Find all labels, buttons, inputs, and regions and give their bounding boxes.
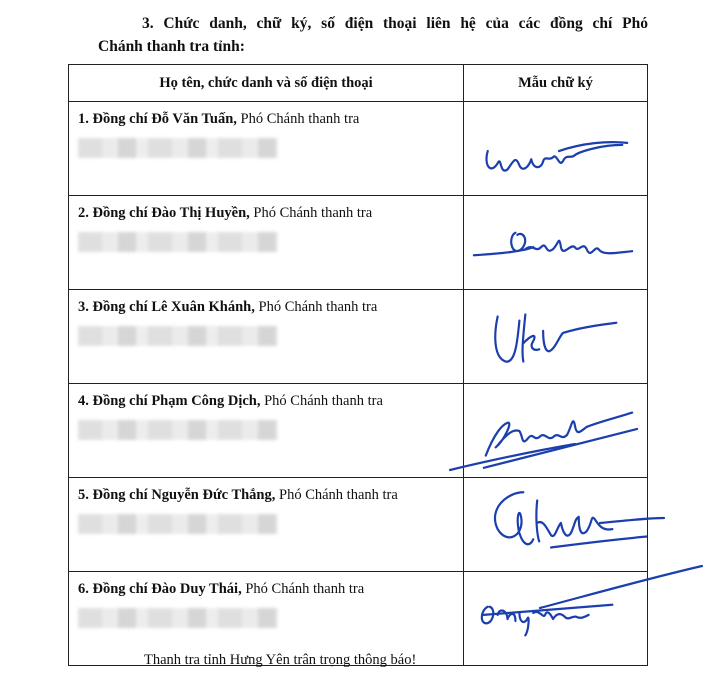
table-row [69,478,648,572]
person-name: 2. Đồng chí Đào Thị Huyền, [78,205,250,221]
redacted-phone [78,420,278,440]
name-line [70,385,462,410]
person-title: Phó Chánh thanh tra [260,393,383,409]
signature-image [464,196,647,289]
person-title: Phó Chánh thanh tra [249,205,373,221]
section-heading [68,12,648,58]
person-name: 4. Đồng chí Phạm Công Dịch, [78,393,261,409]
redacted-phone [78,326,278,346]
redacted-phone [78,514,278,534]
name-cell [69,102,464,196]
name-line [70,573,462,598]
signature-image [464,290,647,383]
signature-cell [464,572,648,666]
signature-cell [464,290,648,384]
person-name: 1. Đồng chí Đỗ Văn Tuấn, [78,111,237,127]
person-name: 3. Đồng chí Lê Xuân Khánh, [78,299,255,315]
signature-table [68,64,648,666]
signature-image [464,102,647,195]
footer-note: Thanh tra tỉnh Hưng Yên trân trọng thông báo! [144,652,417,668]
table-header-row [69,65,648,102]
signature-cell [464,384,648,478]
signature-cell [464,196,648,290]
table-row [69,196,648,290]
redacted-phone [78,608,278,628]
person-name: 5. Đồng chí Nguyễn Đức Thắng, [78,487,276,503]
person-title: Phó Chánh thanh tra [236,111,360,127]
name-line [70,103,462,128]
header-signature-col: Mẫu chữ ký [464,65,648,102]
table-row [69,290,648,384]
table-row [69,384,648,478]
header-name-col: Họ tên, chức danh và số điện thoại [69,65,464,102]
person-title: Phó Chánh thanh tra [241,581,365,597]
person-title: Phó Chánh thanh tra [254,299,378,315]
signature-cell [464,102,648,196]
heading-line-1: 3. Chức danh, chữ ký, số điện thoại liên hệ của các đồng chí Phó [142,15,648,32]
signature-image [464,384,647,477]
redacted-phone [78,138,278,158]
name-cell [69,196,464,290]
person-name: 6. Đồng chí Đào Duy Thái, [78,581,242,597]
name-line [70,291,462,316]
table-row [69,102,648,196]
signature-image [464,572,647,665]
signature-cell [464,478,648,572]
person-title: Phó Chánh thanh tra [275,487,398,503]
name-line [70,479,462,504]
name-cell [69,384,464,478]
signature-image [464,478,647,571]
name-cell [69,290,464,384]
redacted-phone [78,232,278,252]
name-cell [69,478,464,572]
name-line [70,197,462,222]
heading-line-2: Chánh thanh tra tỉnh: [98,38,245,55]
